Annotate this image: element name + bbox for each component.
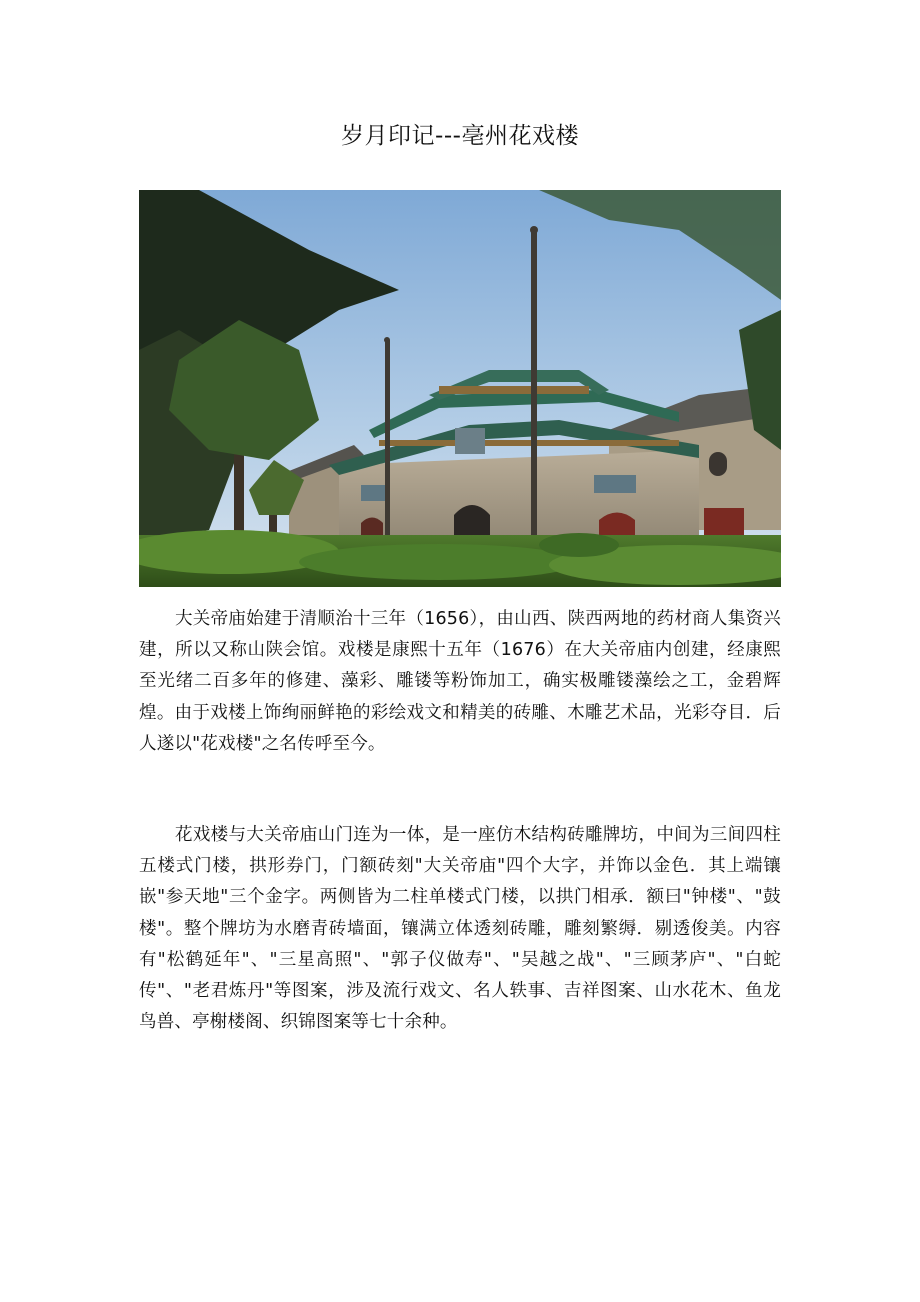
temple-photo	[139, 190, 781, 587]
paragraph-architecture: 花戏楼与大关帝庙山门连为一体，是一座仿木结构砖雕牌坊，中间为三间四柱五楼式门楼，拱形券门，门额砖刻"大关帝庙"四个大字，并饰以金色．其上端镶嵌"参天地"三个金字。两侧皆为二柱单楼式门楼，以拱门相承．额曰"钟楼"、"鼓楼"。整个牌坊为水磨青砖墙面，镶满立体透刻砖雕，雕刻繁缛．剔透俊美。内容有"松鹤延年"、"三星高照"、"郭子仪做寿"、"吴越之战"、"三顾茅庐"、"白蛇传"、"老君炼丹"等图案，涉及流行戏文、名人轶事、吉祥图案、山水花木、鱼龙鸟兽、亭榭楼阁、织锦图案等七十余种。	[139, 825, 781, 1033]
paragraph-history: 大关帝庙始建于清顺治十三年（1656），由山西、陕西两地的药材商人集资兴建，所以又称山陕会馆。戏楼是康熙十五年（1676）在大关帝庙内创建，经康熙至光绪二百多年的修建、藻彩、雕镂等粉饰加工，确实极雕镂藻绘之工，金碧辉煌。由于戏楼上饰绚丽鲜艳的彩绘戏文和精美的砖雕、木雕艺术品，光彩夺目．后人遂以"花戏楼"之名传呼至今。	[139, 609, 781, 754]
document-title: 岁月印记---亳州花戏楼	[341, 123, 579, 149]
